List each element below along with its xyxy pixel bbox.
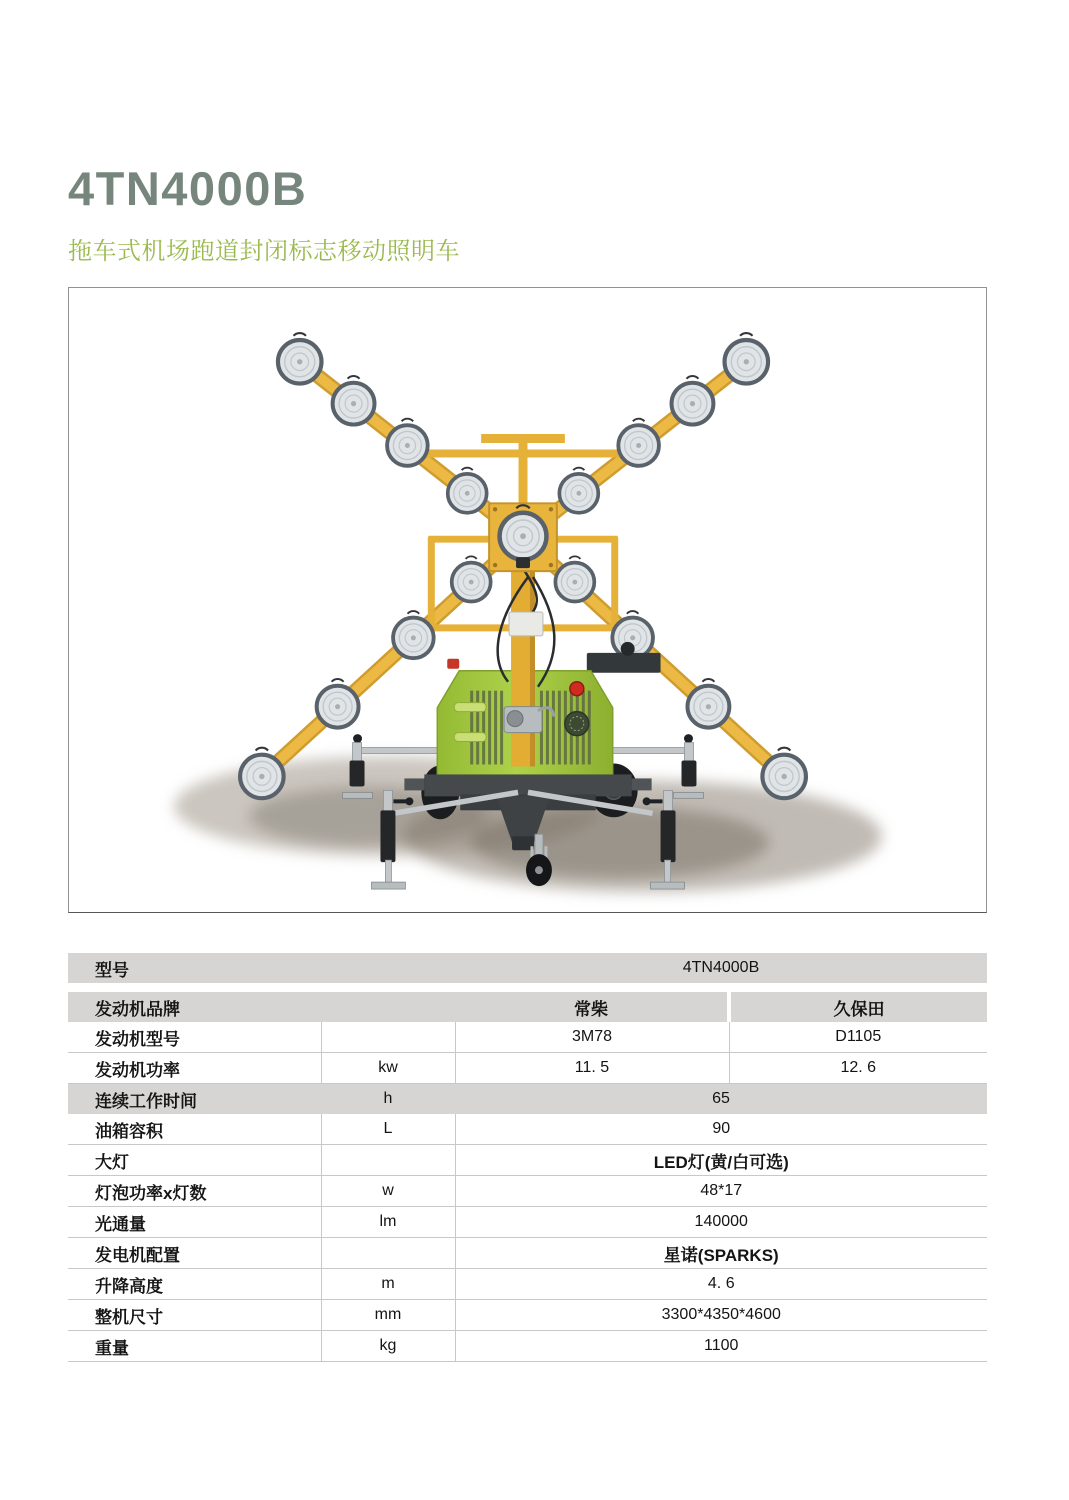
center-plate (489, 503, 557, 571)
spec-label-cell: 连续工作时间 (68, 1084, 321, 1115)
spec-value-cell: 4TN4000B (455, 953, 987, 983)
spec-label-cell: 光通量 (68, 1207, 321, 1238)
spec-value-cell: 140000 (455, 1207, 987, 1238)
lamp-head-icon (725, 333, 769, 383)
spec-label-cell: 重量 (68, 1331, 321, 1362)
engine-top (587, 653, 661, 673)
spec-label-cell: 大灯 (68, 1145, 321, 1176)
table-row (68, 953, 987, 983)
spec-value-cell (321, 1145, 455, 1176)
spec-label-cell: 灯泡功率x灯数 (68, 1176, 321, 1207)
spec-value-cell (321, 1022, 455, 1053)
spec-value-cell (68, 983, 987, 992)
spec-value-cell: 11. 5 (455, 1053, 729, 1084)
door-handle (454, 703, 486, 712)
spec-value-cell: 3300*4350*4600 (455, 1300, 987, 1331)
table-row (68, 1022, 987, 1053)
spec-value-cell: LED灯(黄/白可选) (455, 1145, 987, 1176)
beacon-light (447, 659, 459, 669)
spec-label-cell: 升降高度 (68, 1269, 321, 1300)
spec-value-cell: 48*17 (455, 1176, 987, 1207)
table-row (68, 1176, 987, 1207)
table-row (68, 1269, 987, 1300)
table-row (68, 1145, 987, 1176)
table-row (68, 1114, 987, 1145)
spec-value-cell: 星诺(SPARKS) (455, 1238, 987, 1269)
spec-table (68, 953, 987, 1362)
spec-label-cell: 整机尺寸 (68, 1300, 321, 1331)
spec-label-cell: 发动机品牌 (68, 992, 455, 1022)
spec-value-cell: 3M78 (455, 1022, 729, 1053)
spec-value-cell: D1105 (729, 1022, 987, 1053)
table-row (68, 992, 987, 1022)
spec-label-cell: 型号 (68, 953, 455, 983)
spec-value-cell: kw (321, 1053, 455, 1084)
spec-label-cell: 发动机型号 (68, 1022, 321, 1053)
spec-value-cell: 久保田 (729, 992, 987, 1022)
spec-value-cell: kg (321, 1331, 455, 1362)
junction-box (509, 612, 543, 636)
table-row (68, 1238, 987, 1269)
product-image-frame (68, 287, 987, 913)
spec-value-cell: w (321, 1176, 455, 1207)
lamp-head-icon (278, 333, 322, 383)
table-row (68, 1331, 987, 1362)
emergency-stop-button (570, 682, 584, 696)
table-row (68, 1084, 987, 1115)
product-illustration (69, 288, 986, 912)
spec-value-cell: 常柴 (455, 992, 729, 1022)
spec-value-cell: 65 (455, 1084, 987, 1115)
page-subtitle: 拖车式机场跑道封闭标志移动照明车 (68, 238, 460, 265)
spec-label-cell: 油箱容积 (68, 1114, 321, 1145)
spec-table-body (68, 953, 987, 1362)
page-title: 4TN4000B (68, 162, 308, 215)
spec-value-cell: 90 (455, 1114, 987, 1145)
fan-emblem (565, 712, 589, 736)
spec-value-cell: 12. 6 (729, 1053, 987, 1084)
spec-value-cell: L (321, 1114, 455, 1145)
table-row (68, 1207, 987, 1238)
spec-value-cell: 1100 (455, 1331, 987, 1362)
spec-value-cell: h (321, 1084, 455, 1115)
spec-value-cell: m (321, 1269, 455, 1300)
spec-label-cell: 发电机配置 (68, 1238, 321, 1269)
spec-value-cell: 4. 6 (455, 1269, 987, 1300)
spec-value-cell: mm (321, 1300, 455, 1331)
table-row (68, 1053, 987, 1084)
spec-value-cell: lm (321, 1207, 455, 1238)
table-row (68, 1300, 987, 1331)
spec-value-cell (321, 1238, 455, 1269)
table-gap-row (68, 983, 987, 992)
spec-label-cell: 发动机功率 (68, 1053, 321, 1084)
door-handle (454, 733, 486, 742)
